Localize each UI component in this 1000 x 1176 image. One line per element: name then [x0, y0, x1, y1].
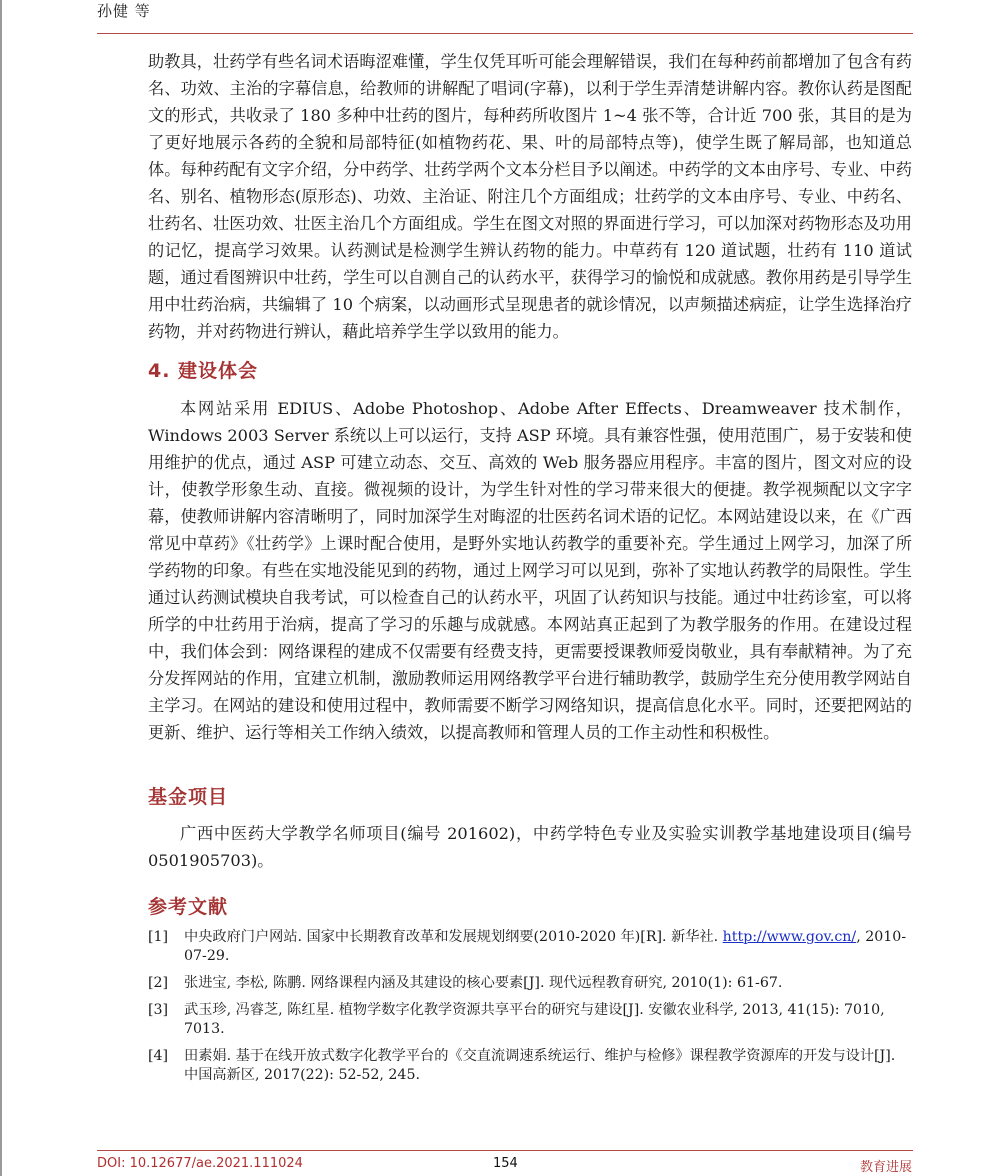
header-rule	[97, 33, 913, 34]
reference-item	[148, 1047, 912, 1085]
running-head-authors: 孙健 等	[97, 2, 151, 20]
reference-link[interactable]: http://www.gov.cn/	[722, 929, 857, 945]
intro-paragraph: 助教具，壮药学有些名词术语晦涩难懂，学生仅凭耳听可能会理解错误，我们在每种药前都增加了包含有药名、功效、主治的字幕信息，给教师的讲解配了唱词(字幕)，以利于学生弄清楚讲解内容。教你认药是图配文的形式，共收录了 180 多种中壮药的图片，每种药所收图片 1~4 张不等，合计近 700 张，其目的是为了更好地展示各药的全貌和局部特征(如植物药花、果、叶的局部特点等)，使学生既了解局部，也知道总体。每种药配有文字介绍，分中药学、壮药学两个文本分栏目予以阐述。中药学的文本由序号、专业、中药名、别名、植物形态(原形态)、功效、主治证、附注几个方面组成；壮药学的文本由序号、专业、中药名、壮药名、壮医功效、壮医主治几个方面组成。学生在图文对照的界面进行学习，可以加深对药物形态及功用的记忆，提高学习效果。认药测试是检测学生辨认药物的能力。中草药有 120 道试题，壮药有 110 道试题，通过看图辨识中壮药，学生可以自测自己的认药水平，获得学习的愉悦和成就感。教你用药是引导学生用中壮药治病，共编辑了 10 个病案，以动画形式呈现患者的就诊情况，以声频描述病症，让学生选择治疗药物，并对药物进行辨认，藉此培养学生学以致用的能力。	[148, 52, 912, 341]
page-edge	[0, 0, 2, 1176]
reference-number: [3]	[148, 1002, 169, 1018]
fund-body	[148, 820, 912, 874]
reference-number: [1]	[148, 929, 169, 945]
reference-list	[148, 928, 912, 1093]
reference-text: 张进宝, 李松, 陈鹏. 网络课程内涵及其建设的核心要素[J]. 现代远程教育研究, 2010(1): 61-67.	[184, 975, 783, 991]
section-4-body	[148, 395, 912, 746]
reference-text: 田素娟. 基于在线开放式数字化教学平台的《交直流调速系统运行、维护与检修》课程教学资源库的开发与设计[J]. 中国高新区, 2017(22): 52-52, 245.	[184, 1048, 896, 1083]
reference-number: [2]	[148, 975, 169, 991]
journal-name: 教育进展	[859, 1160, 912, 1175]
intro-paragraph-block	[148, 48, 912, 345]
section-4-paragraph: 本网站采用 EDIUS、Adobe Photoshop、Adobe After Effects、Dreamweaver 技术制作，Windows 2003 Server 系统以上可以运行，支持 ASP 环境。具有兼容性强，使用范围广，易于安装和使用维护的优点，通过 ASP 可建立动态、交互、高效的 Web 服务器应用程序。丰富的图片，图文对应的设计，使教学形象生动、直接。微视频的设计，为学生针对性的学习带来很大的便捷。教学视频配以文字字幕，使教师讲解内容清晰明了，同时加深学生对晦涩的壮医药名词术语的记忆。本网站建设以来，在《广西常见中草药》《壮药学》上课时配合使用，是野外实地认药教学的重要补充。学生通过上网学习，加深了所学药物的印象。有些在实地没能见到的药物，通过上网学习可以见到，弥补了实地认药教学的局限性。学生通过认药测试模块自我考试，可以检查自己的认药水平，巩固了认药知识与技能。通过中壮药诊室，可以将所学的中壮药用于治病，提高了学习的乐趣与成就感。本网站真正起到了为教学服务的作用。在建设过程中，我们体会到：网络课程的建成不仅需要有经费支持，更需要授课教师爱岗敬业，具有奉献精神。为了充分发挥网站的作用，宜建立机制，激励教师运用网络教学平台进行辅助教学，鼓励学生充分使用教学网站自主学习。在网站的建设和使用过程中，教师需要不断学习网络知识，提高信息化水平。同时，还要把网站的更新、维护、运行等相关工作纳入绩效，以提高教师和管理人员的工作主动性和积极性。	[148, 399, 912, 742]
footer-rule	[97, 1150, 913, 1151]
fund-paragraph: 广西中医药大学教学名师项目(编号 201602)，中药学特色专业及实验实训教学基地建设项目(编号 0501905703)。	[148, 824, 912, 870]
reference-item	[148, 974, 912, 993]
section-4-title: 4. 建设体会	[148, 360, 259, 382]
reference-text-tail: , 2010-07-29.	[184, 929, 907, 964]
page-number: 154	[493, 1156, 518, 1171]
reference-number: [4]	[148, 1048, 169, 1064]
reference-item	[148, 928, 912, 966]
reference-text: 武玉珍, 冯睿芝, 陈红星. 植物学数字化教学资源共享平台的研究与建设[J]. 安徽农业科学, 2013, 41(15): 7010, 7013.	[184, 1002, 885, 1037]
doi-label: DOI: 10.12677/ae.2021.111024	[97, 1156, 303, 1171]
references-title: 参考文献	[148, 896, 229, 918]
fund-title: 基金项目	[148, 786, 229, 808]
reference-item	[148, 1001, 912, 1039]
reference-text: 中央政府门户网站. 国家中长期教育改革和发展规划纲要(2010-2020 年)[R]. 新华社.	[184, 929, 723, 945]
